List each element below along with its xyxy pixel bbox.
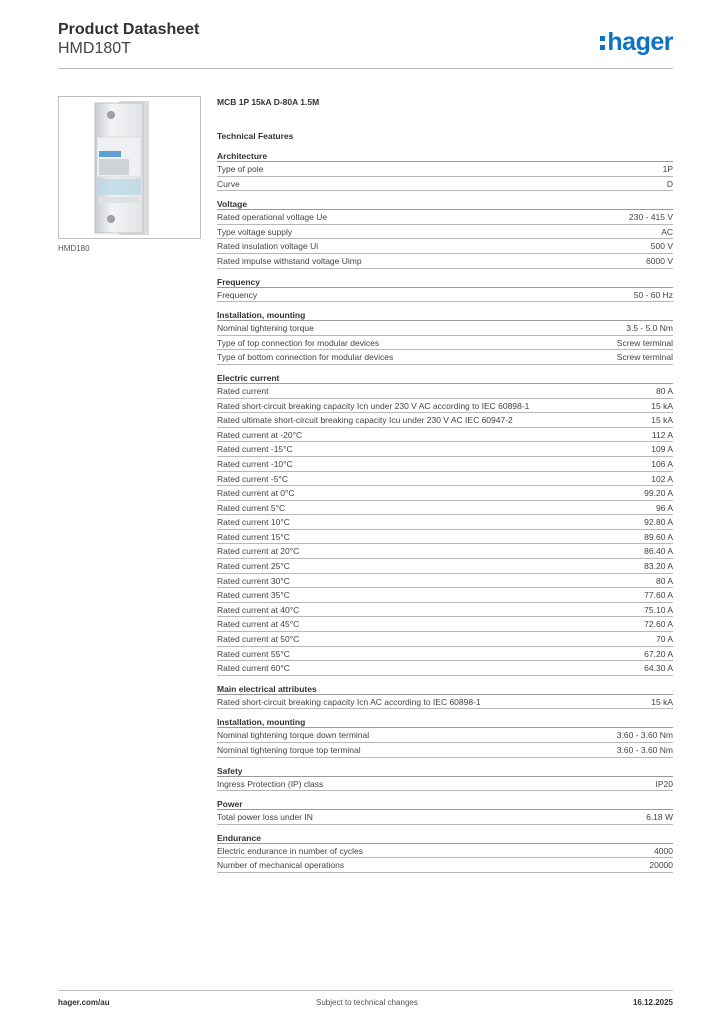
spec-row	[217, 559, 673, 574]
logo-dots-icon	[600, 36, 605, 50]
spec-row	[217, 617, 673, 632]
spec-row	[217, 661, 673, 676]
spec-label: Rated current at -20°C	[217, 429, 303, 440]
spec-value: 20000	[649, 860, 673, 871]
spec-value: 99.20 A	[644, 488, 673, 499]
image-caption: HMD180	[58, 244, 90, 253]
spec-value: 92.80 A	[644, 517, 673, 528]
section-title: Endurance	[217, 832, 673, 844]
brand-logo[interactable]	[600, 28, 673, 57]
spec-label: Rated current	[217, 385, 269, 396]
spec-value: IP20	[655, 778, 673, 789]
spec-value: 106 A	[651, 458, 673, 469]
spec-row	[217, 413, 673, 428]
spec-value: Screw terminal	[616, 352, 673, 363]
section-title: Main electrical attributes	[217, 683, 673, 695]
spec-value: 72.60 A	[644, 619, 673, 630]
spec-label: Rated current at 40°C	[217, 604, 300, 615]
spec-row	[217, 728, 673, 743]
spec-label: Type voltage supply	[217, 226, 293, 237]
spec-value: 75.10 A	[644, 604, 673, 615]
section-title: Installation, mounting	[217, 716, 673, 728]
spec-row	[217, 457, 673, 472]
spec-row	[217, 384, 673, 399]
spec-label: Nominal tightening torque top terminal	[217, 745, 361, 755]
spec-label: Electric endurance in number of cycles	[217, 845, 363, 856]
spec-value: 102 A	[651, 473, 673, 484]
section-title: Architecture	[217, 150, 673, 162]
spec-value: AC	[661, 226, 673, 237]
product-image	[58, 96, 201, 239]
spec-label: Number of mechanical operations	[217, 860, 345, 871]
spec-value: 3.5 - 5.0 Nm	[626, 323, 673, 334]
spec-label: Rated current 55°C	[217, 648, 290, 659]
spec-section	[217, 765, 673, 792]
spec-label: Rated operational voltage Ue	[217, 212, 328, 223]
spec-section	[217, 716, 673, 757]
spec-label: Rated current -10°C	[217, 458, 293, 469]
spec-row	[217, 647, 673, 662]
spec-value: 80 A	[655, 575, 673, 586]
spec-row	[217, 603, 673, 618]
spec-label: Type of bottom connection for modular devices	[217, 352, 394, 363]
section-title: Safety	[217, 765, 673, 777]
section-title: Power	[217, 798, 673, 810]
spec-label: Rated short-circuit breaking capacity Icn under 230 V AC according to IEC 60898-1	[217, 400, 530, 411]
spec-label: Total power loss under IN	[217, 812, 313, 823]
spec-row	[217, 515, 673, 530]
footer-divider	[58, 990, 673, 991]
spec-value: 64.30 A	[644, 663, 673, 674]
spec-row	[217, 858, 673, 873]
spec-row	[217, 162, 673, 177]
spec-row	[217, 321, 673, 336]
spec-row	[217, 501, 673, 516]
spec-label: Rated current 15°C	[217, 531, 290, 542]
spec-row	[217, 350, 673, 365]
spec-value: 96 A	[655, 502, 673, 513]
spec-section	[217, 683, 673, 710]
spec-value: 6.18 W	[646, 812, 673, 823]
spec-row	[217, 428, 673, 443]
spec-value: 80 A	[655, 385, 673, 396]
spec-label: Rated current at 0°C	[217, 488, 295, 499]
spec-value: 4000	[654, 845, 673, 856]
spec-label: Rated current at 45°C	[217, 619, 300, 630]
spec-value: 89.60 A	[644, 531, 673, 542]
spec-value: 86.40 A	[644, 546, 673, 557]
spec-label: Rated short-circuit breaking capacity Icn AC according to IEC 60898-1	[217, 696, 481, 707]
spec-label: Nominal tightening torque	[217, 323, 314, 334]
spec-row	[217, 486, 673, 501]
spec-label: Rated impulse withstand voltage Uimp	[217, 255, 362, 266]
spec-value: 112 A	[651, 429, 673, 440]
spec-label: Rated insulation voltage Ui	[217, 241, 319, 252]
page-header	[58, 20, 673, 68]
spec-value: 6000 V	[646, 255, 673, 266]
spec-row	[217, 777, 673, 792]
spec-label: Type of pole	[217, 164, 264, 174]
spec-value: 3.60 - 3.60 Nm	[616, 745, 673, 755]
spec-label: Type of top connection for modular devices	[217, 337, 380, 348]
spec-row	[217, 530, 673, 545]
datasheet-content	[217, 96, 673, 880]
technical-features-title: Technical Features	[217, 131, 294, 141]
spec-row	[217, 588, 673, 603]
footer-date: 16.12.2025	[632, 998, 673, 1007]
spec-label: Nominal tightening torque down terminal	[217, 730, 370, 741]
spec-value: 3.60 - 3.60 Nm	[616, 730, 673, 741]
spec-row	[217, 472, 673, 487]
document-title: Product Datasheet	[58, 21, 200, 38]
spec-value: 230 - 415 V	[629, 212, 673, 223]
spec-label: Rated current 35°C	[217, 590, 290, 601]
spec-row	[217, 210, 673, 225]
spec-label: Rated ultimate short-circuit breaking capacity Icu under 230 V AC IEC 60947-2	[217, 415, 513, 426]
spec-row	[217, 632, 673, 647]
spec-sections	[217, 150, 673, 873]
spec-section	[217, 198, 673, 268]
spec-row	[217, 695, 673, 710]
spec-label: Ingress Protection (IP) class	[217, 778, 324, 789]
spec-value: 70 A	[655, 634, 673, 645]
spec-value: 15 kA	[651, 400, 673, 411]
spec-label: Rated current at 20°C	[217, 546, 300, 557]
spec-row	[217, 544, 673, 559]
spec-value: D	[666, 178, 673, 189]
spec-row	[217, 743, 673, 758]
product-name: MCB 1P 15kA D-80A 1.5M	[217, 97, 320, 107]
footer-note: Subject to technical changes	[316, 998, 418, 1007]
spec-row	[217, 810, 673, 825]
spec-section	[217, 309, 673, 365]
spec-section	[217, 832, 673, 873]
spec-row	[217, 336, 673, 351]
spec-label: Rated current 5°C	[217, 502, 286, 513]
section-title: Frequency	[217, 276, 673, 288]
spec-value: 50 - 60 Hz	[633, 289, 673, 300]
spec-value: 1P	[662, 164, 673, 174]
spec-row	[217, 177, 673, 192]
spec-row	[217, 399, 673, 414]
product-code: HMD180T	[58, 40, 131, 57]
circuit-breaker-icon	[59, 97, 200, 238]
spec-label: Rated current -15°C	[217, 444, 293, 455]
spec-label: Rated current 25°C	[217, 561, 290, 572]
spec-row	[217, 239, 673, 254]
spec-section	[217, 276, 673, 303]
spec-row	[217, 844, 673, 859]
spec-label: Curve	[217, 178, 240, 189]
spec-row	[217, 288, 673, 303]
section-title: Electric current	[217, 372, 673, 384]
spec-row	[217, 254, 673, 269]
spec-value: 67.20 A	[644, 648, 673, 659]
spec-row	[217, 442, 673, 457]
footer-website[interactable]: hager.com/au	[58, 998, 110, 1007]
spec-row	[217, 574, 673, 589]
spec-label: Rated current 60°C	[217, 663, 290, 674]
spec-label: Rated current at 50°C	[217, 634, 300, 645]
section-title: Voltage	[217, 198, 673, 210]
spec-value: 15 kA	[651, 696, 673, 707]
spec-value: 15 kA	[651, 415, 673, 426]
spec-value: 109 A	[651, 444, 673, 455]
header-divider	[58, 68, 673, 69]
spec-value: 83.20 A	[644, 561, 673, 572]
spec-label: Rated current 10°C	[217, 517, 290, 528]
spec-label: Frequency	[217, 289, 258, 300]
spec-value: Screw terminal	[616, 337, 673, 348]
spec-section	[217, 150, 673, 191]
brand-name: hager	[607, 28, 673, 56]
section-title: Installation, mounting	[217, 309, 673, 321]
spec-label: Rated current -5°C	[217, 473, 288, 484]
spec-value: 77.60 A	[644, 590, 673, 601]
spec-label: Rated current 30°C	[217, 575, 290, 586]
spec-value: 500 V	[650, 241, 673, 252]
spec-section	[217, 372, 673, 676]
spec-row	[217, 225, 673, 240]
spec-section	[217, 798, 673, 825]
